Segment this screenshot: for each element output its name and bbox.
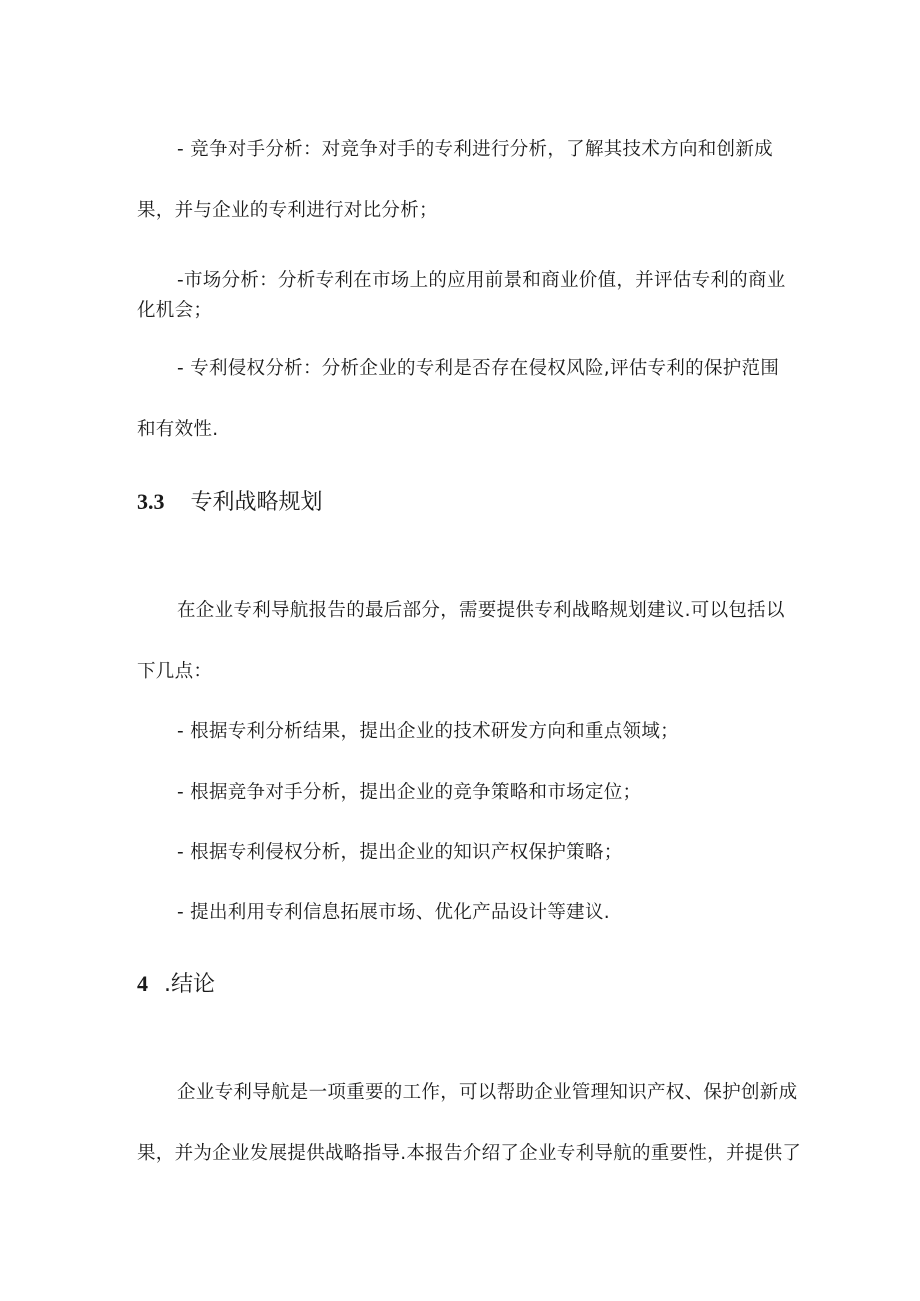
section-3-3-title: 专利战略规划	[190, 490, 323, 515]
conclusion-line-2: 果，并为企业发展提供战略指导.本报告介绍了企业专利导航的重要性，并提供了	[137, 1143, 802, 1164]
section-3-3-number: 3.3	[137, 489, 165, 514]
section-4-heading	[137, 969, 215, 1000]
infringement-analysis-line-2: 和有效性.	[137, 419, 219, 440]
market-analysis-line-1: -市场分析：分析专利在市场上的应用前景和商业价值，并评估专利的商业	[177, 270, 786, 291]
strategy-intro-line-1: 在企业专利导航报告的最后部分，需要提供专利战略规划建议.可以包括以	[177, 600, 785, 621]
strategy-bullet: - 根据专利分析结果，提出企业的技术研发方向和重点领域；	[177, 721, 679, 742]
section-3-3-heading	[137, 487, 323, 518]
section-4-number: 4	[137, 971, 148, 996]
strategy-bullet: - 根据竞争对手分析，提出企业的竞争策略和市场定位；	[177, 782, 642, 803]
competitor-analysis-line-2: 果，并与企业的专利进行对比分析；	[137, 200, 438, 221]
strategy-bullet: - 根据专利侵权分析，提出企业的知识产权保护策略；	[177, 842, 623, 863]
section-4-title: 结论	[171, 972, 216, 997]
infringement-analysis-line-1: - 专利侵权分析：分析企业的专利是否存在侵权风险,评估专利的保护范围	[177, 358, 780, 379]
conclusion-line-1: 企业专利导航是一项重要的工作，可以帮助企业管理知识产权、保护创新成	[177, 1082, 798, 1103]
section-4-dot: .	[164, 972, 171, 997]
competitor-analysis-line-1: - 竞争对手分析：对竞争对手的专利进行分析，了解其技术方向和创新成	[177, 139, 773, 160]
market-analysis-line-2: 化机会；	[137, 300, 213, 321]
strategy-intro-line-2: 下几点：	[137, 661, 213, 682]
strategy-bullet: - 提出利用专利信息拓展市场、优化产品设计等建议.	[177, 902, 610, 923]
